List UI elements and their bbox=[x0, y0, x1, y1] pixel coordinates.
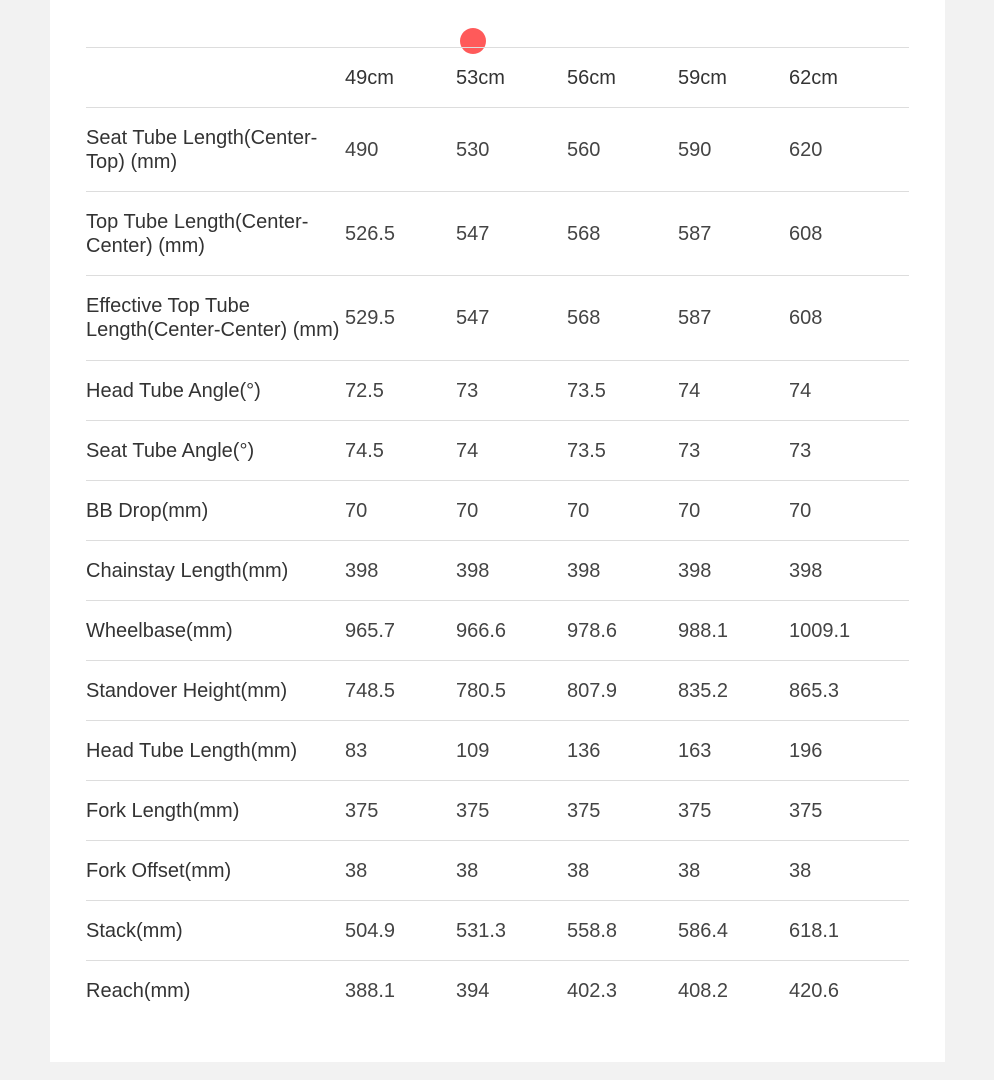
row-value: 375 bbox=[345, 799, 379, 822]
row-value: 38 bbox=[456, 859, 479, 882]
table-row bbox=[86, 192, 909, 276]
row-value: 375 bbox=[456, 799, 490, 822]
row-value: 568 bbox=[567, 222, 601, 245]
row-label: Top Tube Length(Center-Center) (mm) bbox=[86, 210, 309, 257]
row-label: Reach(mm) bbox=[86, 979, 191, 1002]
row-value: 807.9 bbox=[567, 679, 618, 702]
row-value: 398 bbox=[345, 559, 379, 582]
row-value: 136 bbox=[567, 739, 601, 762]
table-row bbox=[86, 481, 909, 541]
row-value: 38 bbox=[345, 859, 368, 882]
row-value: 978.6 bbox=[567, 619, 618, 642]
row-label: Fork Length(mm) bbox=[86, 799, 240, 822]
row-label: Head Tube Length(mm) bbox=[86, 739, 298, 762]
row-value: 590 bbox=[678, 138, 712, 161]
row-label: Chainstay Length(mm) bbox=[86, 559, 289, 582]
table-row bbox=[86, 108, 909, 192]
table-row bbox=[86, 661, 909, 721]
row-value: 163 bbox=[678, 739, 712, 762]
row-label: Standover Height(mm) bbox=[86, 679, 288, 702]
row-value: 398 bbox=[678, 559, 712, 582]
table-row bbox=[86, 841, 909, 901]
row-value: 865.3 bbox=[789, 679, 840, 702]
row-label: Seat Tube Length(Center-Top) (mm) bbox=[86, 126, 318, 173]
row-label: Effective Top Tube Length(Center-Center) (mm) bbox=[86, 295, 340, 341]
row-value: 375 bbox=[789, 799, 823, 822]
row-value: 526.5 bbox=[345, 222, 396, 245]
row-value: 83 bbox=[345, 739, 368, 762]
row-value: 966.6 bbox=[456, 619, 507, 642]
row-value: 835.2 bbox=[678, 679, 729, 702]
row-value: 420.6 bbox=[789, 979, 840, 1002]
row-value: 530 bbox=[456, 138, 490, 161]
row-value: 587 bbox=[678, 222, 712, 245]
row-value: 988.1 bbox=[678, 619, 729, 642]
row-value: 608 bbox=[789, 222, 823, 245]
table-row bbox=[86, 961, 909, 1021]
row-value: 547 bbox=[456, 222, 490, 245]
row-value: 375 bbox=[678, 799, 712, 822]
row-value: 587 bbox=[678, 307, 712, 329]
row-value: 38 bbox=[789, 859, 812, 882]
row-value: 558.8 bbox=[567, 919, 618, 942]
geometry-table bbox=[86, 47, 909, 1021]
row-value: 74 bbox=[456, 439, 479, 462]
row-value: 38 bbox=[567, 859, 590, 882]
row-value: 70 bbox=[789, 499, 812, 522]
table-row bbox=[86, 276, 909, 361]
row-value: 965.7 bbox=[345, 619, 396, 642]
table-row bbox=[86, 601, 909, 661]
row-value: 73 bbox=[456, 379, 479, 402]
row-value: 73.5 bbox=[567, 439, 606, 462]
row-value: 388.1 bbox=[345, 979, 396, 1002]
row-value: 568 bbox=[567, 307, 601, 329]
row-value: 608 bbox=[789, 307, 823, 329]
row-value: 531.3 bbox=[456, 919, 507, 942]
row-value: 529.5 bbox=[345, 307, 396, 329]
row-value: 780.5 bbox=[456, 679, 507, 702]
row-value: 586.4 bbox=[678, 919, 729, 942]
row-value: 74 bbox=[789, 379, 812, 402]
row-value: 196 bbox=[789, 739, 823, 762]
row-label: Wheelbase(mm) bbox=[86, 619, 233, 642]
table-row bbox=[86, 421, 909, 481]
row-value: 490 bbox=[345, 138, 379, 161]
row-value: 73.5 bbox=[567, 379, 606, 402]
geometry-card bbox=[50, 0, 945, 1062]
row-value: 375 bbox=[567, 799, 601, 822]
table-row bbox=[86, 901, 909, 961]
row-value: 398 bbox=[789, 559, 823, 582]
row-value: 560 bbox=[567, 138, 601, 161]
header-cell-size: 53cm bbox=[456, 66, 505, 89]
row-value: 70 bbox=[456, 499, 479, 522]
row-value: 74 bbox=[678, 379, 701, 402]
header-cell-size: 59cm bbox=[678, 66, 727, 89]
row-value: 70 bbox=[567, 499, 590, 522]
row-value: 74.5 bbox=[345, 439, 384, 462]
row-value: 402.3 bbox=[567, 979, 618, 1002]
row-value: 504.9 bbox=[345, 919, 396, 942]
row-value: 72.5 bbox=[345, 379, 384, 402]
table-row bbox=[86, 781, 909, 841]
row-value: 1009.1 bbox=[789, 619, 851, 642]
table-row bbox=[86, 541, 909, 601]
row-label: BB Drop(mm) bbox=[86, 499, 209, 522]
row-value: 394 bbox=[456, 979, 490, 1002]
table-row bbox=[86, 721, 909, 781]
row-value: 70 bbox=[678, 499, 701, 522]
table-row bbox=[86, 361, 909, 421]
header-cell-size: 56cm bbox=[567, 66, 616, 89]
row-value: 70 bbox=[345, 499, 368, 522]
table-header-row bbox=[86, 48, 909, 108]
row-value: 748.5 bbox=[345, 679, 396, 702]
row-value: 398 bbox=[456, 559, 490, 582]
row-value: 73 bbox=[678, 439, 701, 462]
header-cell-size: 62cm bbox=[789, 66, 838, 89]
row-value: 73 bbox=[789, 439, 812, 462]
row-label: Fork Offset(mm) bbox=[86, 859, 232, 882]
header-cell-empty bbox=[86, 48, 345, 108]
row-value: 38 bbox=[678, 859, 701, 882]
row-value: 618.1 bbox=[789, 919, 840, 942]
row-value: 620 bbox=[789, 138, 823, 161]
row-value: 398 bbox=[567, 559, 601, 582]
row-value: 408.2 bbox=[678, 979, 729, 1002]
header-cell-size: 49cm bbox=[345, 66, 394, 89]
row-label: Head Tube Angle(°) bbox=[86, 379, 261, 402]
row-value: 109 bbox=[456, 739, 490, 762]
row-value: 547 bbox=[456, 307, 490, 329]
row-label: Stack(mm) bbox=[86, 919, 183, 942]
row-label: Seat Tube Angle(°) bbox=[86, 439, 255, 462]
